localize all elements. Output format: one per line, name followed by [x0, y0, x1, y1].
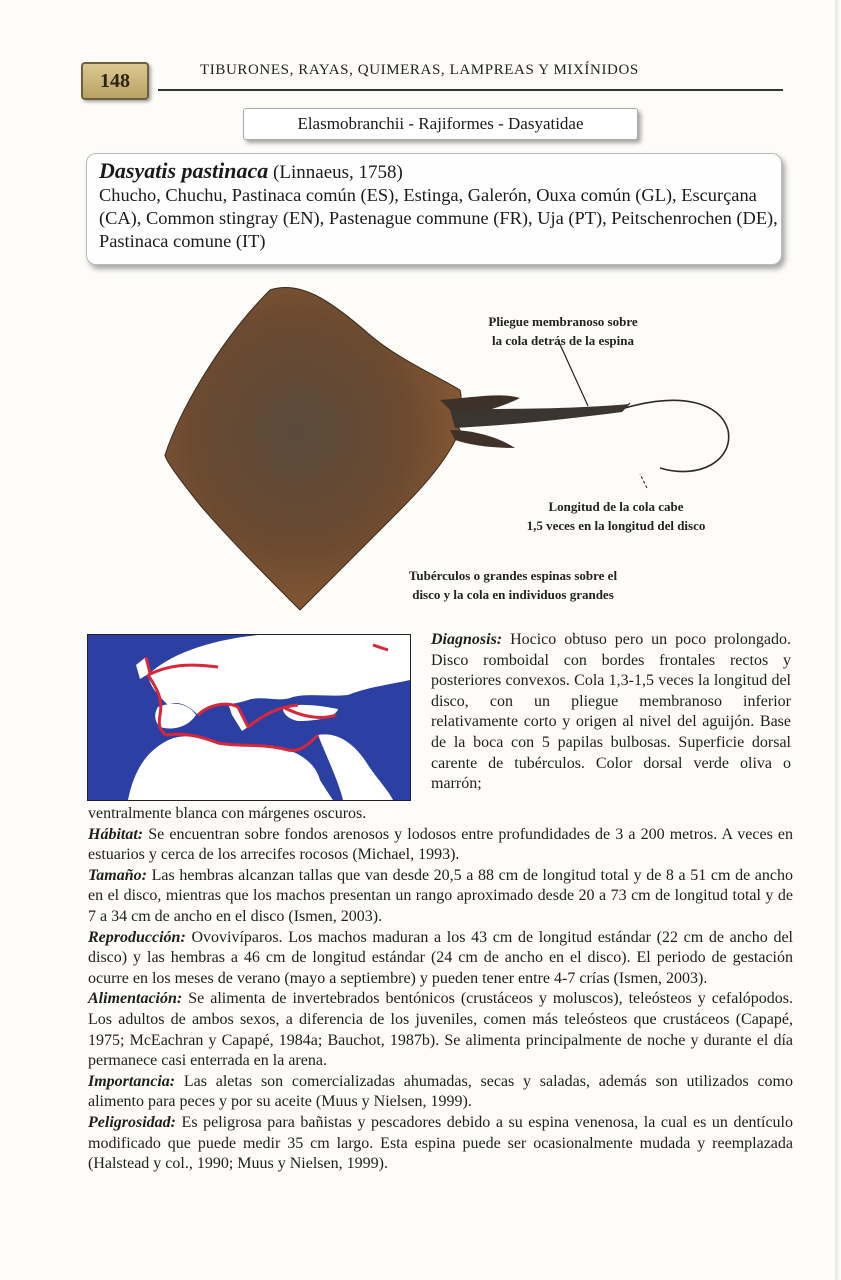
distribution-map-graphic — [88, 635, 410, 800]
danger-label: Peligrosidad: — [88, 1113, 176, 1131]
danger-paragraph — [88, 1113, 793, 1175]
reproduction-label: Reproducción: — [88, 928, 186, 946]
page-number: 148 — [81, 62, 149, 100]
header-rule — [158, 89, 783, 91]
taxonomy-label: Elasmobranchii - Rajiformes - Dasyatidae — [243, 108, 638, 140]
label-membranous-fold: Pliegue membranoso sobre la cola detrás de la espina — [488, 314, 638, 348]
common-names: Chucho, Chuchu, Pastinaca común (ES), Estinga, Galerón, Ouxa común (GL), Escurçana (CA), Common stingray (EN), Pastenague commune (FR), Uja (PT), Peitschenrochen (DE), Pastinaca comune (IT) — [99, 185, 778, 251]
page-edge — [835, 0, 841, 1280]
species-box — [86, 153, 782, 265]
size-text: Las hembras alcanzan tallas que van desde 20,5 a 88 cm de longitud total y de 8 a 51 cm de ancho en el disco, mientras que los machos presentan un rango aproximado desde 20 a 73 cm de longitud total y de 7 a 34 cm de ancho en el disco (Ismen, 2003). — [88, 866, 794, 925]
diagnosis-label: Diagnosis: — [431, 631, 503, 648]
habitat-paragraph — [88, 825, 793, 866]
running-title: TIBURONES, RAYAS, QUIMERAS, LAMPREAS Y MIXÍNIDOS — [200, 62, 639, 78]
importance-label: Importancia: — [88, 1072, 176, 1090]
species-authority: (Linnaeus, 1758) — [273, 162, 403, 183]
stingray-figure — [160, 280, 780, 620]
reproduction-paragraph — [88, 928, 793, 990]
feeding-text: Se alimenta de invertebrados bentónicos (crustáceos y moluscos), teleósteos y cefalópodos. Los adultos de ambos sexos, a diferencia de los juveniles, comen más teleósteos que crustáceos (Capapé, 1975; McEachran y Capapé, 1984a; Bauchot, 1987b). Se alimenta principalmente de noche y durante el día permanece casi enterrada en la arena. — [88, 990, 794, 1070]
species-description — [88, 804, 793, 1175]
habitat-text: Se encuentran sobre fondos arenosos y lodosos entre profundidades de 3 a 200 metros. A veces en estuarios y cerca de los arrecifes rocosos (Michael, 1993). — [88, 825, 794, 864]
map-land-caspian-area — [338, 700, 370, 722]
diagnosis-text: Hocico obtuso pero un poco prolongado. Disco romboidal con bordes frontales rectos y posteriores convexos. Cola 1,3-1,5 veces la longitud del disco, con un pliegue membranoso inferior relativamente corto y origen al nivel del aguijón. Base de la boca con 5 papilas bulbosas. Superficie dorsal carente de tubérculos. Color dorsal verde oliva o marrón; — [431, 631, 792, 793]
importance-paragraph — [88, 1072, 793, 1113]
stingray-tail-whip — [625, 400, 729, 471]
label-tubercles: Tubérculos o grandes espinas sobre el disco y la cola en individuos grandes — [408, 568, 618, 602]
scientific-name: Dasyatis pastinaca — [99, 158, 269, 183]
importance-text: Las aletas son comercializadas ahumadas, secas y saladas, además son utilizados como alimento para peces y por su aceite (Muus y Nielsen, 1999). — [88, 1072, 793, 1111]
feeding-paragraph — [88, 989, 793, 1071]
danger-text: Es peligrosa para bañistas y pescadores debido a su espina venenosa, la cual es un dentículo modificado que puede medir 35 cm largo. Esta espina puede ser ocasionalmente mudada y reemplazada (Halstead y col., 1990; Muus y Nielsen, 1999). — [88, 1113, 793, 1173]
stingray-pelvic-fin — [450, 430, 515, 448]
stingray-disc — [165, 287, 461, 610]
habitat-label: Hábitat: — [88, 825, 144, 843]
size-label: Tamaño: — [88, 866, 147, 884]
diagnosis-paragraph — [431, 630, 791, 795]
distribution-map — [87, 634, 411, 801]
label-tail-length: Longitud de la cola cabe 1,5 veces en la longitud del disco — [526, 499, 706, 533]
map-land-europe — [148, 635, 410, 715]
map-land-middle-east — [318, 734, 393, 800]
pointer-line-tail — [640, 474, 647, 488]
diagnosis-continued: ventralmente blanca con márgenes oscuros. — [88, 805, 367, 822]
reproduction-text: Ovovivíparos. Los machos maduran a los 43 cm de longitud estándar (22 cm de ancho del disco) y las hembras a 46 cm de longitud estándar (24 cm de ancho en el disco). El periodo de gestación ocurre en los meses de verano (mayo a septiembre) y pueden tener entre 4-7 crías (Ismen, 2003). — [88, 928, 793, 987]
species-title — [99, 158, 403, 184]
size-paragraph — [88, 866, 793, 928]
feeding-label: Alimentación: — [88, 990, 183, 1008]
